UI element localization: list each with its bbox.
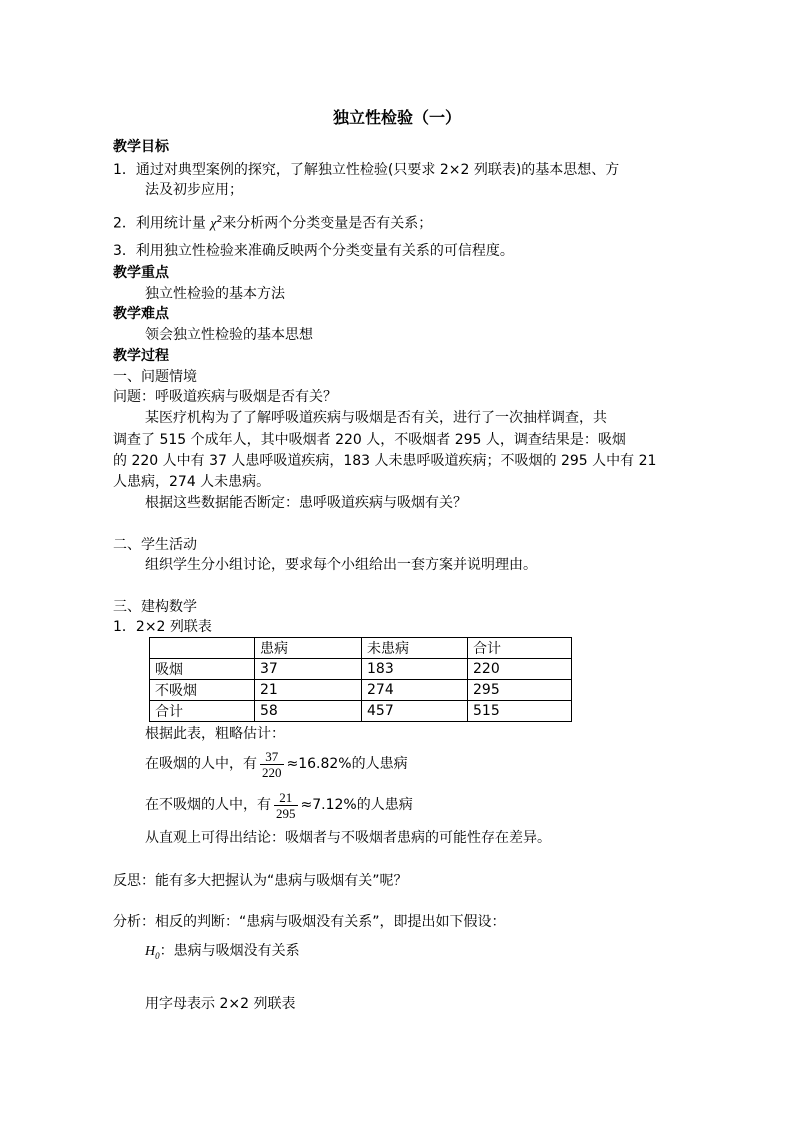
table-row [150,659,572,680]
goal-1-number: 1． [113,162,136,178]
goal-2 [113,210,432,235]
goals-heading: 教学目标 [113,139,169,155]
section-1-ask: 根据这些数据能否断定：患呼吸道疾病与吸烟有关？ [145,495,467,511]
goal-2-number: 2． [113,215,136,232]
chi-superscript: 2 [216,215,223,225]
table-cell: 不吸烟 [150,680,255,701]
fraction-numerator: 37 [265,748,279,764]
table-cell: 吸烟 [150,659,255,680]
table-cell: 220 [468,659,572,680]
section-1-title: 一、问题情境 [113,369,197,385]
table-cell: 37 [255,659,362,680]
fraction-denominator: 220 [262,764,282,780]
section-1-para-line2: 调查了 515 个成年人，其中吸烟者 220 人，不吸烟者 295 人，调查结果是：吸烟 [113,432,626,448]
table-cell: 515 [468,701,572,722]
chi-symbol: χ [210,216,217,232]
table-header-cell: 未患病 [362,638,468,659]
table-header-cell: 合计 [468,638,572,659]
hypothesis-text: ：患病与吸烟没有关系 [159,943,300,959]
fraction-nonsmokers [274,790,298,821]
reflection: 反思：能有多大把握认为“患病与吸烟有关”呢？ [113,873,408,889]
table-row [150,680,572,701]
table-cell: 21 [255,680,362,701]
table-cell: 274 [362,680,468,701]
table-header-cell: 患病 [255,638,362,659]
goal-1-line2: 法及初步应用； [145,182,243,198]
hypothesis [145,941,300,966]
key-point-text: 独立性检验的基本方法 [145,286,285,302]
estimate-nonsmokers [145,786,413,824]
section-3-item-1: 1．2×2 列联表 [113,619,212,635]
process-heading: 教学过程 [113,348,169,364]
estimate-smokers-after: ≈16.82%的人患病 [286,756,408,772]
fraction-smokers [260,749,284,780]
estimate-nonsmokers-before: 在不吸烟的人中，有 [145,797,271,813]
estimate-nonsmokers-after: ≈7.12%的人患病 [300,797,413,813]
table-cell: 183 [362,659,468,680]
table-cell: 合计 [150,701,255,722]
analysis: 分析：相反的判断：“患病与吸烟没有关系”，即提出如下假设： [113,914,506,930]
section-1-para-line1: 某医疗机构为了了解呼吸道疾病与吸烟是否有关，进行了一次抽样调查，共 [145,410,607,426]
difficulty-heading: 教学难点 [113,306,169,322]
goal-3-text: 利用独立性检验来准确反映两个分类变量有关系的可信程度。 [135,243,514,259]
goal-2-text-before: 利用统计量 [135,215,211,232]
estimate-smokers [145,745,408,783]
section-2-title: 二、学生活动 [113,537,197,553]
contingency-table [149,637,572,722]
fraction-numerator: 21 [279,789,293,805]
estimate-intro: 根据此表，粗略估计： [145,726,285,742]
difficulty-text: 领会独立性检验的基本思想 [145,327,313,343]
estimate-smokers-before: 在吸烟的人中，有 [145,756,257,772]
hypothesis-subscript: 0 [155,950,160,961]
goal-1-text: 通过对典型案例的探究，了解独立性检验(只要求 2×2 列联表)的基本思想、方 [135,162,620,178]
section-3-title: 三、建构数学 [113,599,197,615]
table-header-row [150,638,572,659]
goal-1-line1 [113,160,619,180]
table-row [150,701,572,722]
section-1-para-line4: 人患病，274 人未患病。 [113,474,271,490]
section-1-question: 问题：呼吸道疾病与吸烟是否有关？ [113,389,337,405]
section-2-text: 组织学生分小组讨论，要求每个小组给出一套方案并说明理由。 [145,557,537,573]
section-1-para-line3: 的 220 人中有 37 人患呼吸道疾病，183 人未患呼吸道疾病；不吸烟的 295 人中有 21 [113,453,657,469]
fraction-denominator: 295 [276,805,296,821]
conclusion: 从直观上可得出结论：吸烟者与不吸烟者患病的可能性存在差异。 [145,830,551,846]
key-point-heading: 教学重点 [113,265,169,281]
table-cell: 295 [468,680,572,701]
letters-caption: 用字母表示 2×2 列联表 [145,996,296,1012]
page-title: 独立性检验（一） [332,108,461,127]
goal-3-number: 3． [113,243,136,259]
goal-2-text-after: 来分析两个分类变量是否有关系； [222,215,433,232]
table-header-cell [150,638,255,659]
hypothesis-symbol: H [145,944,156,959]
table-cell: 58 [255,701,362,722]
goal-3 [113,241,514,261]
table-cell: 457 [362,701,468,722]
